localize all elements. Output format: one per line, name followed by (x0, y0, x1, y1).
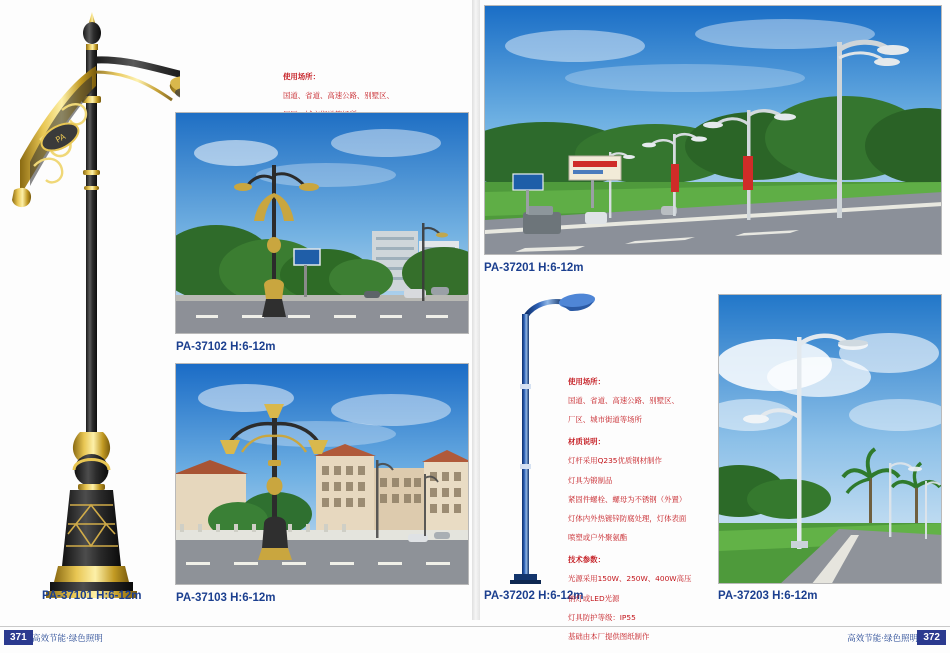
page-gutter (472, 0, 480, 620)
caption-pa37203: PA-37203 H:6-12m (718, 590, 818, 602)
tech-line-4: 基础由本厂提供图纸制作 (568, 632, 650, 642)
tech-line-2: 钠灯或LED光源 (568, 593, 620, 603)
caption-pa37103: PA-37103 H:6-12m (176, 592, 276, 604)
photo-pa37203 (718, 294, 942, 584)
usage-heading-right: 使用场所： (568, 376, 605, 386)
photo-pa37102 (175, 112, 469, 334)
usage-line-2-right: 厂区、城市街道等场所 (568, 414, 642, 424)
tech-heading: 技术参数： (568, 555, 605, 565)
usage-line-1-left: 国道、省道、高速公路、别墅区、 (283, 90, 394, 100)
usage-heading-left: 使用场所： (283, 71, 320, 81)
page-number-right: 372 (917, 630, 946, 645)
caption-pa37202: PA-37202 H:6-12m (484, 590, 584, 602)
hero-lamp-illustration (0, 0, 180, 600)
material-line-1: 灯杆采用Q235优质钢材制作 (568, 456, 662, 466)
tech-line-1: 光源采用150W、250W、400W高压 (568, 574, 692, 584)
material-heading: 材质说明： (568, 437, 605, 447)
material-line-4: 灯体内外热镀锌防腐处理，灯体表面 (568, 513, 687, 523)
caption-pa37102: PA-37102 H:6-12m (176, 341, 276, 353)
footer-divider (0, 626, 950, 627)
svg-text:PA: PA (54, 132, 68, 145)
page-number-left: 371 (4, 630, 33, 645)
tech-line-3: 灯具防护等级：IP55 (568, 612, 636, 622)
caption-pa37101: PA-37101 H:6-12m (42, 590, 142, 602)
material-line-3: 紧固件螺栓、螺母为不锈钢（外置） (568, 494, 687, 504)
footer-tagline-left: 高效节能·绿色照明 (32, 634, 103, 644)
spec-block-right (568, 367, 738, 651)
photo-pa37201 (484, 5, 942, 255)
footer-tagline-right: 高效节能·绿色照明 (847, 634, 918, 644)
usage-line-1-right: 国道、省道、高速公路、别墅区、 (568, 395, 679, 405)
material-line-2: 灯具为锻制品 (568, 475, 613, 485)
material-line-5: 喷塑或户外聚氨酯 (568, 533, 628, 543)
photo-pa37103 (175, 363, 469, 585)
caption-pa37201: PA-37201 H:6-12m (484, 262, 584, 274)
